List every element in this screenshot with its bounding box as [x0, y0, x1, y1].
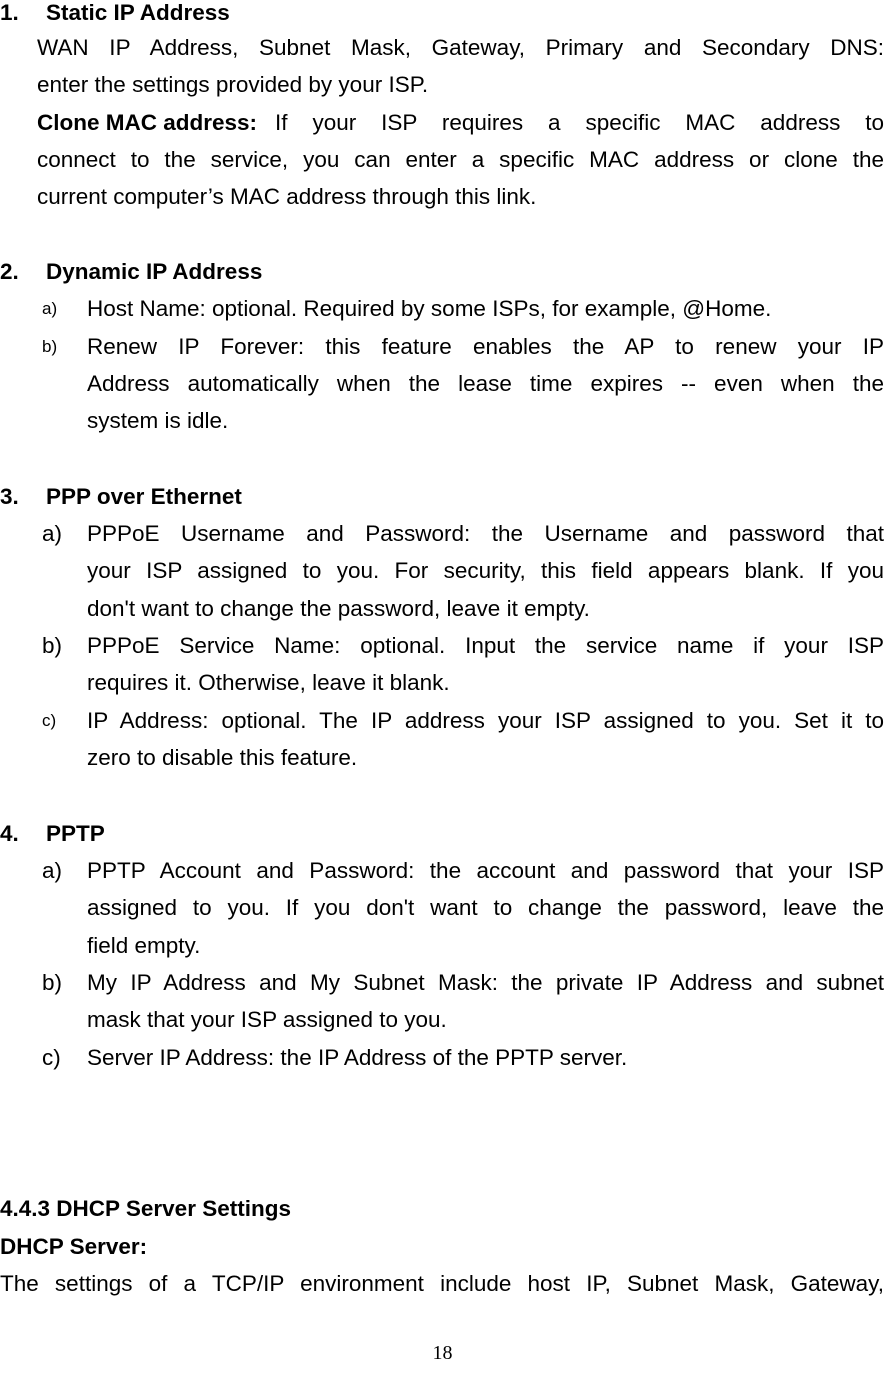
clone-mac-line	[37, 110, 884, 136]
list-item-line: PPTP Account and Password: the account and password that your ISP	[87, 858, 884, 883]
list-item-line: don't want to change the password, leave it empty.	[87, 596, 590, 621]
list-item-line: system is idle.	[87, 408, 229, 433]
clone-mac-label: Clone MAC address:	[37, 110, 258, 135]
paragraph-line: If your ISP requires a specific MAC address to	[275, 110, 884, 135]
list-item-line: IP Address: optional. The IP address your ISP assigned to you. Set it to	[87, 708, 884, 733]
page-number: 18	[432, 1342, 453, 1364]
section-3-title: PPP over Ethernet	[46, 484, 242, 509]
list-item-line: assigned to you. If you don't want to change the password, leave the	[87, 895, 884, 920]
list-item-line: Server IP Address: the IP Address of the PPTP server.	[87, 1045, 628, 1070]
list-marker: b)	[42, 633, 63, 658]
list-item-line: zero to disable this feature.	[87, 745, 358, 770]
paragraph-line: connect to the service, you can enter a specific MAC address or clone the	[37, 147, 884, 172]
list-item-line: requires it. Otherwise, leave it blank.	[87, 670, 450, 695]
list-item-line: PPPoE Service Name: optional. Input the service name if your ISP	[87, 633, 884, 658]
list-item-line: field empty.	[87, 933, 201, 958]
list-marker: a)	[42, 521, 63, 546]
paragraph-line: enter the settings provided by your ISP.	[37, 72, 429, 97]
list-marker: a)	[42, 858, 63, 883]
list-item-line: PPPoE Username and Password: the Username and password that	[87, 521, 884, 546]
list-item-line: mask that your ISP assigned to you.	[87, 1007, 447, 1032]
paragraph-line: current computer’s MAC address through this link.	[37, 184, 537, 209]
list-item-line: your ISP assigned to you. For security, this field appears blank. If you	[87, 558, 884, 583]
list-marker: c)	[42, 711, 57, 730]
list-marker: b)	[42, 337, 58, 356]
section-3-number: 3.	[0, 484, 19, 509]
section-2-title: Dynamic IP Address	[46, 259, 263, 284]
list-item-line: My IP Address and My Subnet Mask: the private IP Address and subnet	[87, 970, 884, 995]
paragraph-line: The settings of a TCP/IP environment include host IP, Subnet Mask, Gateway,	[0, 1271, 884, 1296]
section-4-title: PPTP	[46, 821, 105, 846]
list-item-line: Host Name: optional. Required by some ISPs, for example, @Home.	[87, 296, 772, 321]
list-marker: b)	[42, 970, 63, 995]
section-1-title: Static IP Address	[46, 0, 230, 25]
list-item-line: Address automatically when the lease time expires -- even when the	[87, 371, 884, 396]
list-marker: a)	[42, 299, 58, 318]
section-1-number: 1.	[0, 0, 19, 25]
dhcp-subheading: DHCP Server:	[0, 1234, 148, 1259]
paragraph-line: WAN IP Address, Subnet Mask, Gateway, Primary and Secondary DNS:	[37, 35, 884, 60]
section-4-number: 4.	[0, 821, 19, 846]
section-2-number: 2.	[0, 259, 19, 284]
list-item-line: Renew IP Forever: this feature enables the AP to renew your IP	[87, 334, 884, 359]
list-marker: c)	[42, 1045, 61, 1070]
dhcp-heading: 4.4.3 DHCP Server Settings	[0, 1196, 291, 1221]
